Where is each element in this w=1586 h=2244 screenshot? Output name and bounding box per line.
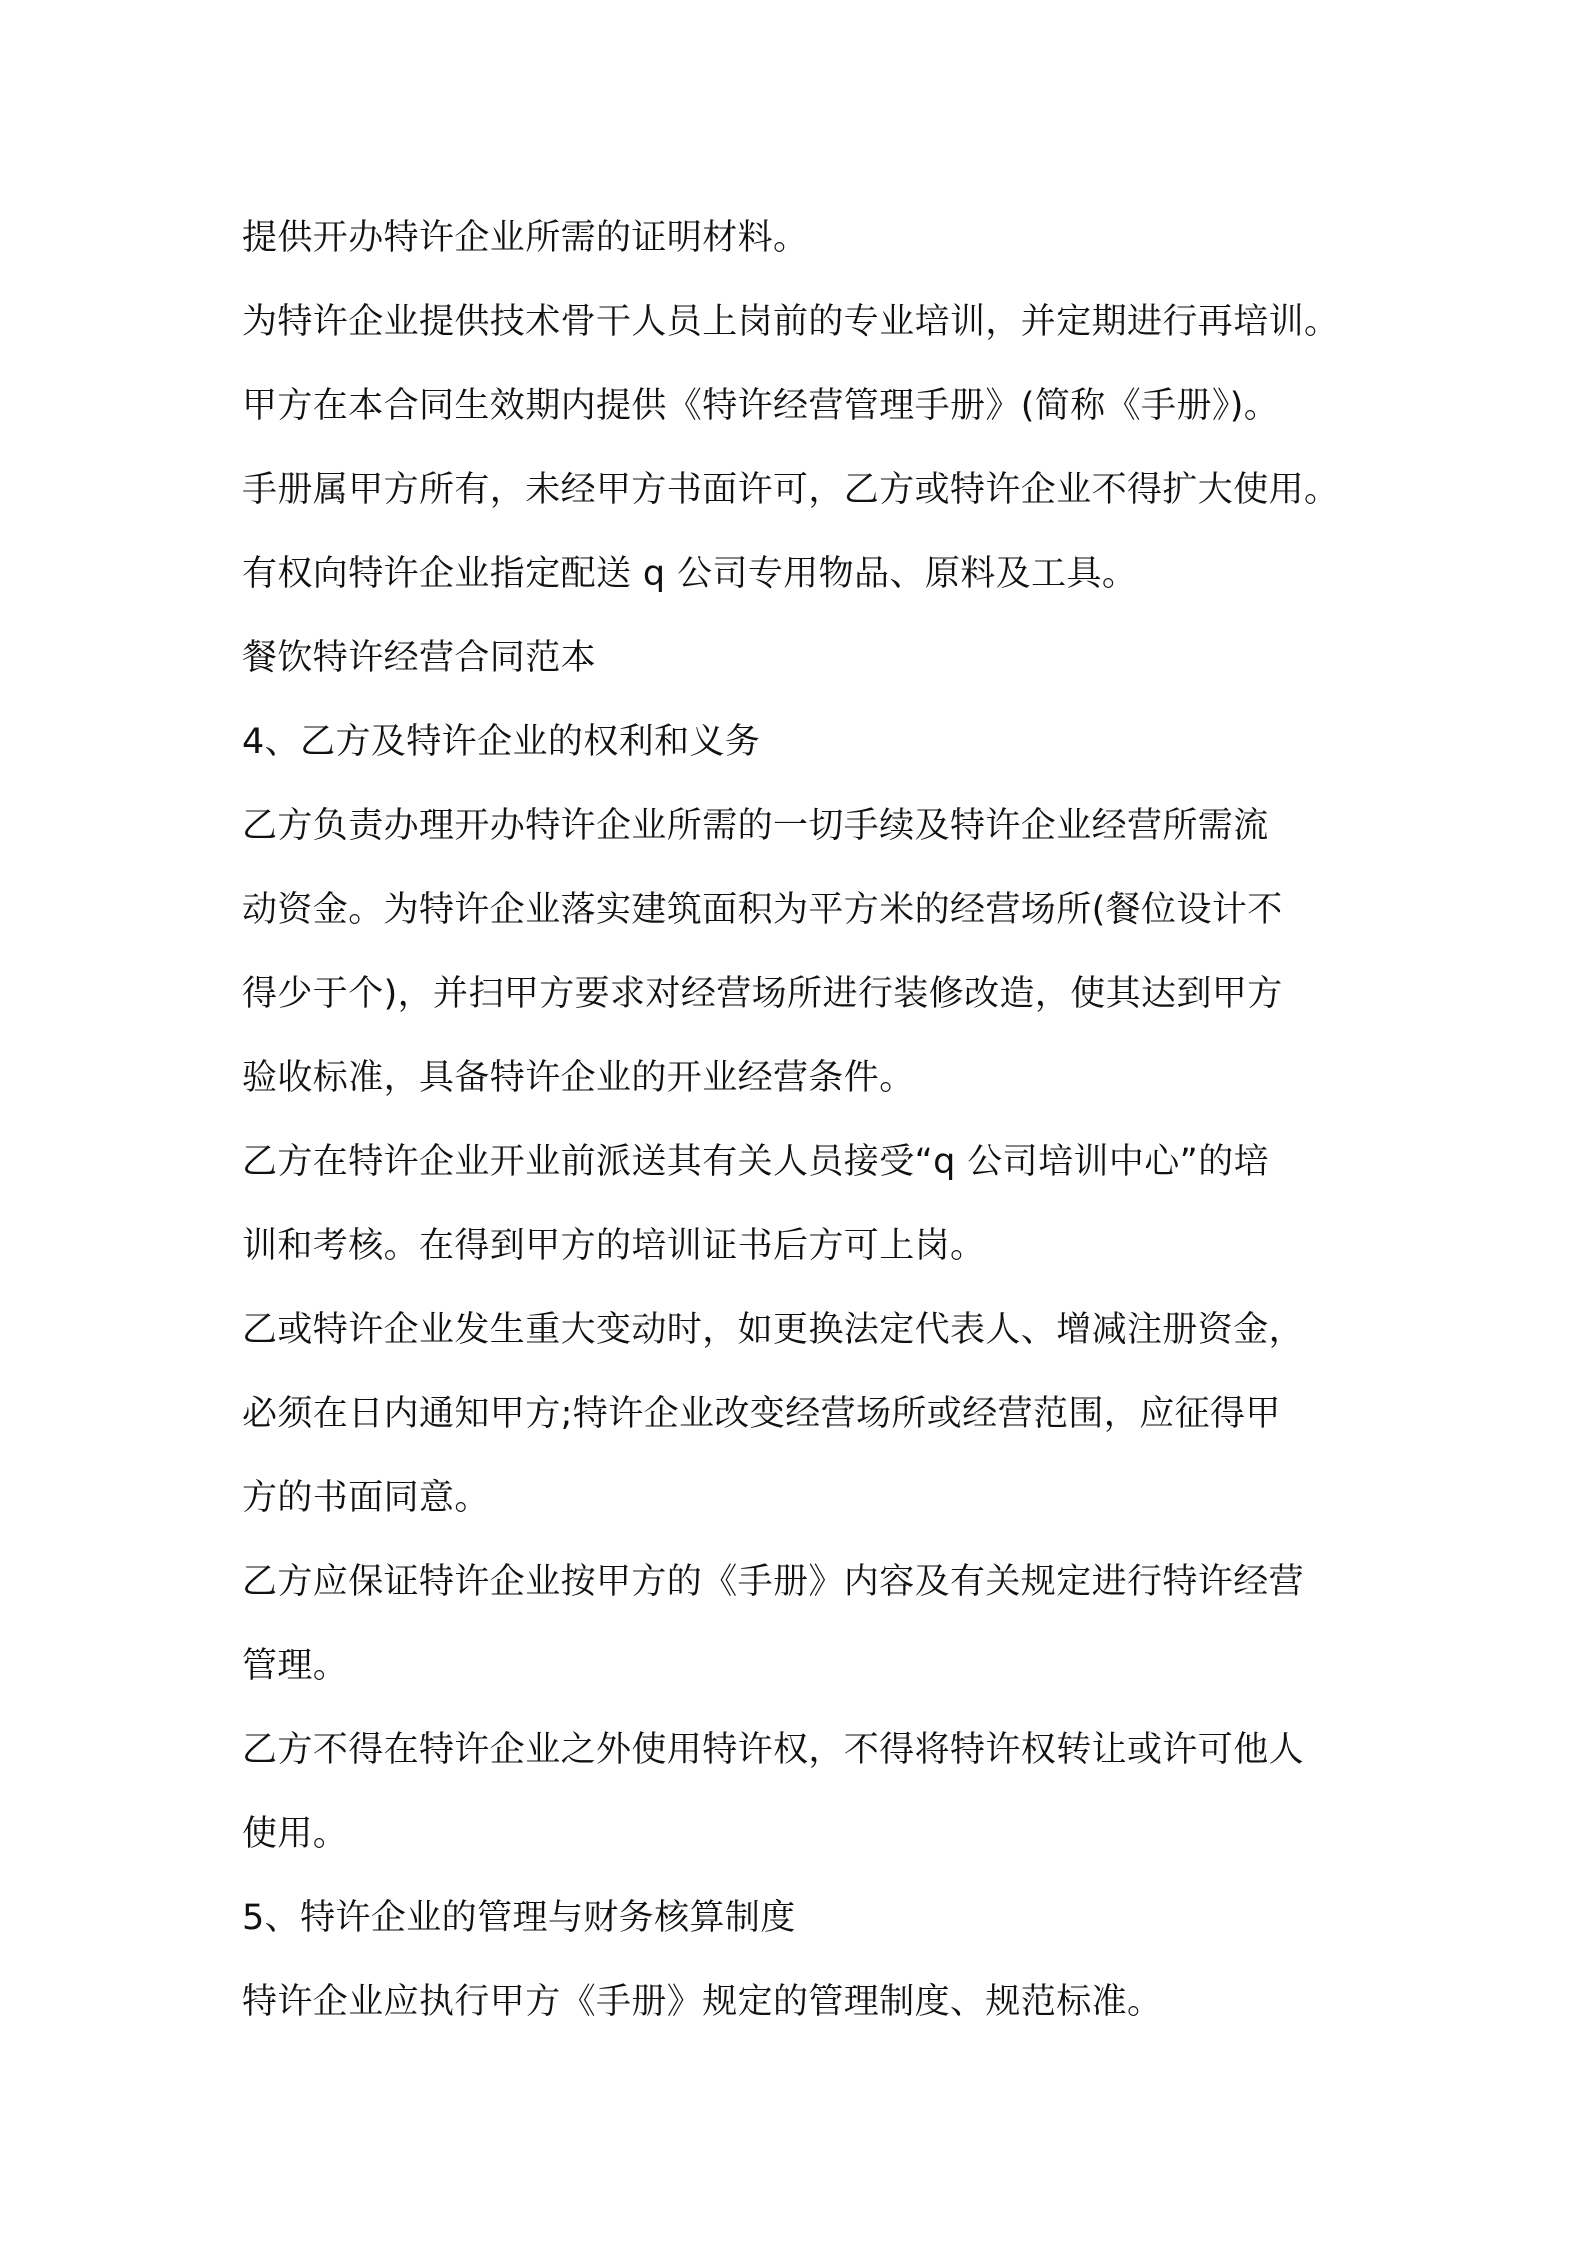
text-line: 训和考核。在得到甲方的培训证书后方可上岗。 <box>242 1226 986 1266</box>
text-line: 验收标准，具备特许企业的开业经营条件。 <box>242 1058 915 1098</box>
section-title: 餐饮特许经营合同范本 <box>242 638 597 678</box>
text-line: 甲方在本合同生效期内提供《特许经营管理手册》(简称《手册》)。 <box>242 386 1280 426</box>
text-line: 得少于个)，并扫甲方要求对经营场所进行装修改造，使其达到甲方 <box>242 974 1283 1014</box>
text-line: 使用。 <box>242 1814 349 1854</box>
text-line: 乙方负责办理开办特许企业所需的一切手续及特许企业经营所需流 <box>242 806 1269 846</box>
text-line: 特许企业应执行甲方《手册》规定的管理制度、规范标准。 <box>242 1982 1163 2022</box>
text-line: 为特许企业提供技术骨干人员上岗前的专业培训，并定期进行再培训。 <box>242 302 1340 342</box>
text-line: 必须在日内通知甲方;特许企业改变经营场所或经营范围，应征得甲 <box>242 1394 1281 1434</box>
document-body <box>242 196 1382 2044</box>
text-line: 方的书面同意。 <box>242 1478 490 1518</box>
text-line: 动资金。为特许企业落实建筑面积为平方米的经营场所(餐位设计不 <box>242 890 1283 930</box>
section-heading: 5、特许企业的管理与财务核算制度 <box>242 1898 796 1938</box>
text-line: 乙方在特许企业开业前派送其有关人员接受“q 公司培训中心”的培 <box>242 1142 1270 1182</box>
text-line: 乙方不得在特许企业之外使用特许权，不得将特许权转让或许可他人 <box>242 1730 1305 1770</box>
text-line: 乙或特许企业发生重大变动时，如更换法定代表人、增减注册资金， <box>242 1310 1305 1350</box>
text-line: 有权向特许企业指定配送 q 公司专用物品、原料及工具。 <box>242 554 1138 594</box>
text-line: 提供开办特许企业所需的证明材料。 <box>242 218 809 258</box>
text-line: 乙方应保证特许企业按甲方的《手册》内容及有关规定进行特许经营 <box>242 1562 1305 1602</box>
section-heading: 4、乙方及特许企业的权利和义务 <box>242 722 761 762</box>
text-line: 手册属甲方所有，未经甲方书面许可，乙方或特许企业不得扩大使用。 <box>242 470 1340 510</box>
text-line: 管理。 <box>242 1646 349 1686</box>
